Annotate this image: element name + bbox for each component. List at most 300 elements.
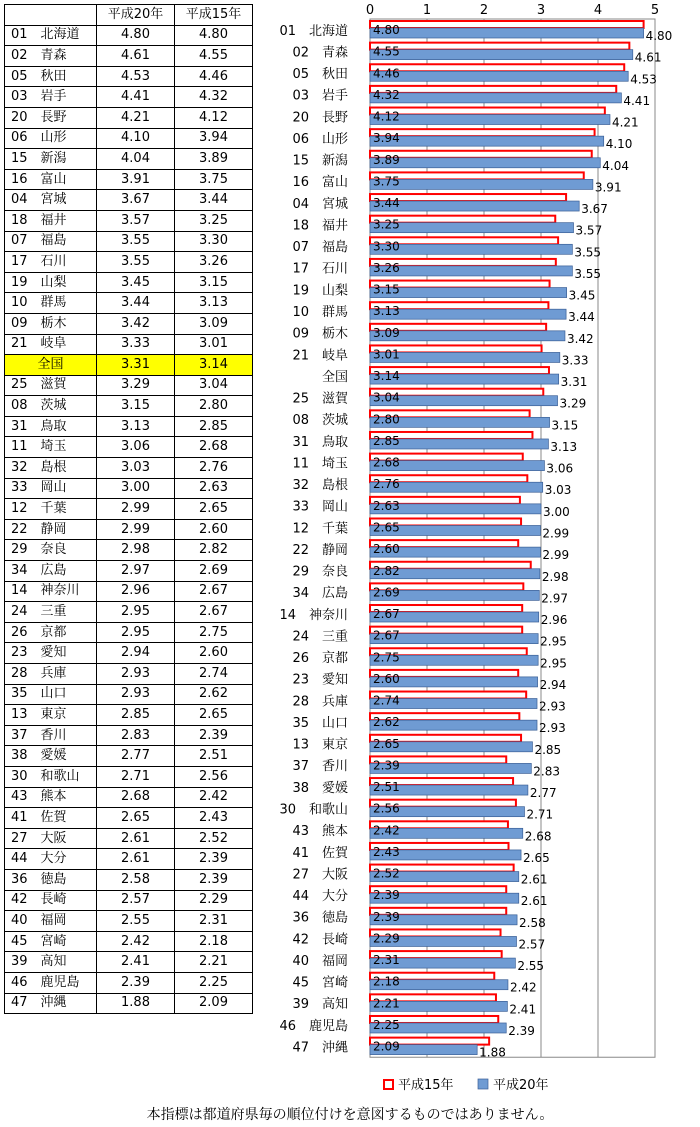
data-label-h20: 2.97 bbox=[541, 591, 569, 606]
data-label-h20: 3.45 bbox=[568, 288, 596, 303]
data-label-h15: 3.89 bbox=[373, 152, 400, 167]
table-cell-h15: 3.15 bbox=[175, 272, 253, 293]
data-label-h15: 3.01 bbox=[373, 347, 400, 362]
table-cell-prefecture: 17 石川 bbox=[5, 252, 97, 273]
category-label: 30 和歌山 bbox=[279, 802, 348, 818]
data-label-h20: 2.61 bbox=[520, 894, 548, 909]
table-cell-h20: 2.99 bbox=[97, 499, 175, 520]
table-cell-prefecture: 30 和歌山 bbox=[5, 766, 97, 787]
data-label-h15: 2.21 bbox=[373, 996, 400, 1011]
data-label-h15: 3.25 bbox=[373, 217, 400, 232]
table-cell-prefecture: 42 長崎 bbox=[5, 890, 97, 911]
data-label-h20: 2.95 bbox=[540, 634, 567, 649]
data-label-h15: 2.60 bbox=[373, 671, 400, 686]
category-label: 14 神奈川 bbox=[279, 607, 348, 623]
table-cell-h15: 3.75 bbox=[175, 169, 253, 190]
data-label-h15: 2.25 bbox=[373, 1017, 400, 1032]
data-label-h15: 2.39 bbox=[373, 909, 400, 924]
table-cell-h15: 2.62 bbox=[175, 684, 253, 705]
category-label: 21 岐阜 bbox=[292, 348, 348, 364]
table-cell-h15: 2.69 bbox=[175, 561, 253, 582]
table-cell-h15: 2.09 bbox=[175, 993, 253, 1014]
table-cell-prefecture: 04 宮城 bbox=[5, 190, 97, 211]
data-label-h15: 3.30 bbox=[373, 239, 400, 254]
table-cell-h15: 2.68 bbox=[175, 437, 253, 458]
bar-h20 bbox=[370, 93, 621, 103]
table-cell-prefecture: 32 島根 bbox=[5, 458, 97, 479]
table-cell-h20: 4.53 bbox=[97, 66, 175, 87]
table-cell-h20: 3.67 bbox=[97, 190, 175, 211]
table-cell-h20: 3.45 bbox=[97, 272, 175, 293]
data-label-h20: 4.53 bbox=[630, 72, 657, 87]
data-label-h15: 4.55 bbox=[373, 44, 400, 59]
category-label: 24 三重 bbox=[292, 629, 348, 645]
data-label-h20: 3.33 bbox=[561, 353, 589, 368]
data-label-h20: 3.57 bbox=[575, 223, 603, 238]
category-label: 03 岩手 bbox=[292, 88, 348, 104]
table-cell-h20: 3.29 bbox=[97, 375, 175, 396]
bar-h15 bbox=[370, 108, 605, 115]
bar-h15 bbox=[370, 64, 624, 71]
data-label-h20: 2.39 bbox=[508, 1023, 535, 1038]
data-label-h15: 3.14 bbox=[373, 369, 400, 384]
data-label-h20: 2.95 bbox=[540, 656, 567, 671]
category-label: 09 栃木 bbox=[292, 326, 348, 342]
bar-h20 bbox=[370, 50, 633, 60]
table-cell-h20: 4.21 bbox=[97, 107, 175, 128]
table-cell-h15: 3.14 bbox=[175, 355, 253, 376]
category-label: 38 愛媛 bbox=[292, 780, 348, 796]
table-cell-h15: 2.21 bbox=[175, 952, 253, 973]
table-cell-prefecture: 11 埼玉 bbox=[5, 437, 97, 458]
table-cell-h15: 3.44 bbox=[175, 190, 253, 211]
table-cell-h15: 2.25 bbox=[175, 972, 253, 993]
table-cell-h20: 3.57 bbox=[97, 210, 175, 231]
category-label: 37 香川 bbox=[292, 759, 348, 775]
data-label-h15: 2.63 bbox=[373, 498, 400, 513]
table-cell-h20: 2.65 bbox=[97, 808, 175, 829]
data-label-h20: 3.00 bbox=[543, 504, 570, 519]
category-label: 25 滋賀 bbox=[292, 391, 348, 407]
table-cell-h20: 4.10 bbox=[97, 128, 175, 149]
table-cell-h15: 2.76 bbox=[175, 458, 253, 479]
bar-h20 bbox=[370, 223, 573, 233]
bar-h20 bbox=[370, 136, 604, 146]
data-label-h20: 3.42 bbox=[566, 331, 594, 346]
table-cell-prefecture: 38 愛媛 bbox=[5, 746, 97, 767]
table-cell-h15: 2.85 bbox=[175, 416, 253, 437]
table-cell-h15: 3.25 bbox=[175, 210, 253, 231]
data-label-h20: 4.21 bbox=[611, 115, 639, 130]
data-label-h15: 2.60 bbox=[373, 542, 400, 557]
bar-h15 bbox=[370, 43, 629, 50]
table-cell-h15: 2.75 bbox=[175, 622, 253, 643]
table-cell-prefecture: 13 東京 bbox=[5, 705, 97, 726]
table-cell-prefecture: 43 熊本 bbox=[5, 787, 97, 808]
x-tick-label: 1 bbox=[422, 3, 432, 18]
data-label-h20: 2.68 bbox=[524, 829, 552, 844]
bar-h20 bbox=[370, 179, 593, 189]
table-cell-prefecture: 35 山口 bbox=[5, 684, 97, 705]
table-cell-prefecture: 46 鹿児島 bbox=[5, 972, 97, 993]
table-cell-h15: 3.01 bbox=[175, 334, 253, 355]
data-label-h15: 3.15 bbox=[373, 282, 400, 297]
category-label: 16 富山 bbox=[292, 175, 348, 191]
table-cell-prefecture: 29 奈良 bbox=[5, 540, 97, 561]
category-label: 40 福岡 bbox=[292, 953, 348, 969]
data-label-h20: 4.04 bbox=[602, 158, 629, 173]
data-label-h20: 2.93 bbox=[539, 699, 566, 714]
data-label-h20: 3.31 bbox=[560, 375, 588, 390]
table-cell-h20: 2.61 bbox=[97, 828, 175, 849]
table-cell-h15: 2.63 bbox=[175, 478, 253, 499]
table-cell-h20: 3.91 bbox=[97, 169, 175, 190]
legend-label-h15: 平成15年 bbox=[398, 1078, 454, 1093]
bar-h20 bbox=[370, 244, 572, 254]
table-cell-h20: 2.85 bbox=[97, 705, 175, 726]
table-cell-h15: 3.89 bbox=[175, 149, 253, 170]
table-cell-h20: 3.55 bbox=[97, 231, 175, 252]
data-label-h15: 2.68 bbox=[373, 455, 400, 470]
table-cell-h20: 2.95 bbox=[97, 602, 175, 623]
table-cell-prefecture: 16 富山 bbox=[5, 169, 97, 190]
x-tick-label: 3 bbox=[536, 3, 546, 18]
table-cell-h15: 3.30 bbox=[175, 231, 253, 252]
category-label: 22 静岡 bbox=[292, 542, 348, 558]
data-label-h15: 2.39 bbox=[373, 758, 400, 773]
x-tick-label: 2 bbox=[479, 3, 489, 18]
category-label: 19 山梨 bbox=[292, 283, 348, 299]
table-cell-h15: 4.80 bbox=[175, 25, 253, 46]
data-label-h15: 3.44 bbox=[373, 196, 400, 211]
data-label-h15: 2.56 bbox=[373, 801, 400, 816]
table-cell-prefecture: 21 岐阜 bbox=[5, 334, 97, 355]
category-label: 11 埼玉 bbox=[292, 456, 348, 472]
table-cell-h20: 2.93 bbox=[97, 664, 175, 685]
table-cell-prefecture: 10 群馬 bbox=[5, 293, 97, 314]
data-label-h20: 2.55 bbox=[517, 959, 545, 974]
table-cell-prefecture: 03 岩手 bbox=[5, 87, 97, 108]
table-cell-h20: 4.04 bbox=[97, 149, 175, 170]
table-cell-prefecture: 39 高知 bbox=[5, 952, 97, 973]
data-label-h20: 2.99 bbox=[542, 548, 570, 563]
table-cell-h15: 3.13 bbox=[175, 293, 253, 314]
category-label: 全国 bbox=[321, 369, 348, 385]
bar-h20 bbox=[370, 28, 644, 38]
table-cell-prefecture: 18 福井 bbox=[5, 210, 97, 231]
data-label-h15: 2.39 bbox=[373, 888, 400, 903]
table-header-h20: 平成20年 bbox=[97, 5, 175, 26]
table-cell-h20: 2.94 bbox=[97, 643, 175, 664]
data-label-h20: 3.06 bbox=[546, 461, 574, 476]
table-cell-h15: 2.31 bbox=[175, 911, 253, 932]
category-label: 04 宮城 bbox=[292, 196, 348, 212]
table-cell-prefecture: 06 山形 bbox=[5, 128, 97, 149]
category-label: 43 熊本 bbox=[292, 824, 348, 840]
data-label-h20: 2.77 bbox=[529, 786, 557, 801]
table-cell-h20: 3.44 bbox=[97, 293, 175, 314]
table-cell-h20: 2.39 bbox=[97, 972, 175, 993]
table-cell-prefecture: 40 福岡 bbox=[5, 911, 97, 932]
data-label-h20: 3.13 bbox=[550, 439, 578, 454]
data-label-h15: 2.52 bbox=[373, 866, 400, 881]
data-label-h15: 2.65 bbox=[373, 736, 400, 751]
category-label: 05 秋田 bbox=[292, 67, 348, 83]
data-label-h20: 2.65 bbox=[523, 850, 550, 865]
table-cell-h15: 2.29 bbox=[175, 890, 253, 911]
data-label-h15: 2.43 bbox=[373, 844, 400, 859]
table-cell-h20: 2.71 bbox=[97, 766, 175, 787]
data-label-h15: 2.42 bbox=[373, 823, 400, 838]
table-cell-h20: 2.61 bbox=[97, 849, 175, 870]
table-cell-h20: 1.88 bbox=[97, 993, 175, 1014]
category-label: 34 広島 bbox=[292, 586, 348, 602]
data-label-h15: 2.67 bbox=[373, 607, 400, 622]
category-label: 20 長野 bbox=[292, 110, 348, 126]
bar-h20 bbox=[370, 201, 579, 211]
data-label-h15: 2.69 bbox=[373, 585, 400, 600]
data-label-h20: 3.67 bbox=[581, 202, 608, 217]
category-label: 02 青森 bbox=[292, 45, 348, 61]
data-label-h20: 3.44 bbox=[568, 310, 595, 325]
table-cell-prefecture: 28 兵庫 bbox=[5, 664, 97, 685]
category-label: 47 沖縄 bbox=[292, 1040, 348, 1056]
table-cell-prefecture: 36 徳島 bbox=[5, 869, 97, 890]
table-cell-h15: 2.52 bbox=[175, 828, 253, 849]
table-cell-h20: 3.31 bbox=[97, 355, 175, 376]
table-cell-prefecture: 19 山梨 bbox=[5, 272, 97, 293]
data-label-h20: 2.96 bbox=[540, 613, 568, 628]
table-cell-h20: 2.98 bbox=[97, 540, 175, 561]
table-cell-h15: 2.65 bbox=[175, 499, 253, 520]
data-label-h15: 4.12 bbox=[373, 109, 400, 124]
category-label: 12 千葉 bbox=[292, 521, 348, 537]
table-cell-prefecture: 24 三重 bbox=[5, 602, 97, 623]
table-cell-h15: 2.82 bbox=[175, 540, 253, 561]
data-label-h15: 3.13 bbox=[373, 304, 400, 319]
bar-h20 bbox=[370, 266, 572, 276]
x-tick-label: 4 bbox=[593, 3, 603, 18]
table-cell-prefecture: 25 滋賀 bbox=[5, 375, 97, 396]
table-cell-prefecture: 05 秋田 bbox=[5, 66, 97, 87]
table-cell-prefecture: 45 宮崎 bbox=[5, 931, 97, 952]
category-label: 13 東京 bbox=[292, 737, 348, 753]
table-cell-h15: 2.43 bbox=[175, 808, 253, 829]
table-cell-prefecture: 14 神奈川 bbox=[5, 581, 97, 602]
table-cell-h15: 2.80 bbox=[175, 396, 253, 417]
table-cell-h20: 2.55 bbox=[97, 911, 175, 932]
data-label-h20: 1.88 bbox=[479, 1045, 506, 1060]
table-cell-h15: 2.39 bbox=[175, 849, 253, 870]
table-cell-prefecture: 26 京都 bbox=[5, 622, 97, 643]
table-cell-prefecture: 20 長野 bbox=[5, 107, 97, 128]
data-label-h15: 2.85 bbox=[373, 433, 400, 448]
table-cell-h20: 2.97 bbox=[97, 561, 175, 582]
data-label-h15: 3.94 bbox=[373, 131, 400, 146]
bar-h15 bbox=[370, 21, 644, 28]
table-cell-h15: 4.32 bbox=[175, 87, 253, 108]
bar-h15 bbox=[370, 172, 584, 179]
category-label: 46 鹿児島 bbox=[279, 1018, 348, 1034]
category-label: 17 石川 bbox=[292, 261, 348, 277]
category-label: 26 京都 bbox=[292, 651, 348, 667]
table-cell-h20: 2.95 bbox=[97, 622, 175, 643]
table-cell-h20: 3.55 bbox=[97, 252, 175, 273]
table-cell-h15: 2.65 bbox=[175, 705, 253, 726]
data-label-h20: 2.94 bbox=[539, 677, 567, 692]
table-cell-h15: 2.39 bbox=[175, 869, 253, 890]
legend-label-h20: 平成20年 bbox=[493, 1078, 549, 1093]
table-cell-h20: 2.93 bbox=[97, 684, 175, 705]
table-cell-prefecture: 31 鳥取 bbox=[5, 416, 97, 437]
data-label-h20: 3.03 bbox=[544, 483, 572, 498]
table-cell-h20: 4.61 bbox=[97, 46, 175, 67]
table-cell-h15: 2.51 bbox=[175, 746, 253, 767]
data-label-h15: 2.31 bbox=[373, 953, 400, 968]
table-cell-prefecture: 27 大阪 bbox=[5, 828, 97, 849]
table-cell-h20: 3.15 bbox=[97, 396, 175, 417]
table-cell-prefecture: 44 大分 bbox=[5, 849, 97, 870]
category-label: 28 兵庫 bbox=[292, 694, 348, 710]
data-label-h15: 2.80 bbox=[373, 412, 400, 427]
table-cell-h15: 2.18 bbox=[175, 931, 253, 952]
table-cell-h20: 2.42 bbox=[97, 931, 175, 952]
category-label: 27 大阪 bbox=[292, 867, 348, 883]
data-label-h15: 2.74 bbox=[373, 693, 400, 708]
data-label-h15: 4.32 bbox=[373, 87, 400, 102]
legend-swatch-h20 bbox=[478, 1079, 488, 1089]
data-label-h15: 2.75 bbox=[373, 650, 400, 665]
table-cell-prefecture: 41 佐賀 bbox=[5, 808, 97, 829]
table-cell-prefecture: 07 福島 bbox=[5, 231, 97, 252]
table-cell-h20: 2.41 bbox=[97, 952, 175, 973]
category-label: 07 福島 bbox=[292, 240, 348, 256]
data-label-h20: 2.42 bbox=[509, 980, 537, 995]
data-label-h20: 2.61 bbox=[520, 872, 548, 887]
data-label-h20: 4.10 bbox=[605, 137, 633, 152]
table-cell-h15: 4.46 bbox=[175, 66, 253, 87]
category-label: 32 島根 bbox=[292, 478, 348, 494]
table-cell-h15: 2.67 bbox=[175, 602, 253, 623]
category-label: 33 岡山 bbox=[292, 499, 348, 515]
category-label: 36 徳島 bbox=[292, 910, 348, 926]
table-cell-prefecture: 23 愛知 bbox=[5, 643, 97, 664]
data-label-h20: 2.85 bbox=[534, 742, 562, 757]
table-cell-h15: 2.74 bbox=[175, 664, 253, 685]
table-cell-h15: 2.42 bbox=[175, 787, 253, 808]
table-cell-h20: 2.83 bbox=[97, 725, 175, 746]
data-label-h15: 3.26 bbox=[373, 260, 400, 275]
table-cell-prefecture: 12 千葉 bbox=[5, 499, 97, 520]
category-label: 29 奈良 bbox=[292, 564, 348, 580]
data-label-h20: 2.93 bbox=[539, 721, 566, 736]
category-label: 44 大分 bbox=[292, 889, 348, 905]
data-label-h20: 2.83 bbox=[533, 764, 561, 779]
data-label-h15: 2.09 bbox=[373, 1039, 400, 1054]
category-label: 08 茨城 bbox=[292, 413, 348, 429]
table-cell-h20: 3.42 bbox=[97, 313, 175, 334]
bar-h15 bbox=[370, 86, 616, 93]
data-label-h15: 4.80 bbox=[373, 23, 400, 37]
category-label: 41 佐賀 bbox=[292, 845, 348, 861]
x-tick-label: 0 bbox=[365, 3, 375, 18]
bar-h20 bbox=[370, 158, 600, 168]
table-header-h15: 平成15年 bbox=[175, 5, 253, 26]
data-label-h15: 2.51 bbox=[373, 780, 400, 795]
category-label: 39 高知 bbox=[292, 997, 348, 1013]
category-label: 35 山口 bbox=[292, 715, 348, 731]
data-label-h20: 3.55 bbox=[574, 266, 602, 281]
data-label-h15: 2.76 bbox=[373, 477, 400, 492]
table-cell-prefecture: 01 北海道 bbox=[5, 25, 97, 46]
table-cell-prefecture: 47 沖縄 bbox=[5, 993, 97, 1014]
bar-h20 bbox=[370, 71, 628, 81]
data-label-h20: 4.61 bbox=[634, 50, 662, 65]
data-label-h15: 4.46 bbox=[373, 66, 400, 81]
table-cell-h20: 3.03 bbox=[97, 458, 175, 479]
table-cell-h15: 2.60 bbox=[175, 643, 253, 664]
data-label-h20: 2.71 bbox=[526, 807, 554, 822]
table-cell-h20: 3.06 bbox=[97, 437, 175, 458]
disclaimer-note: 本指標は都道府県毎の順位付けを意図するものではありません。 bbox=[146, 1107, 554, 1123]
data-label-h20: 2.58 bbox=[519, 915, 546, 930]
table-cell-h20: 2.99 bbox=[97, 519, 175, 540]
table-cell-h20: 4.41 bbox=[97, 87, 175, 108]
bar-h20 bbox=[370, 115, 610, 125]
table-cell-prefecture: 22 静岡 bbox=[5, 519, 97, 540]
table-cell-h15: 2.67 bbox=[175, 581, 253, 602]
data-label-h20: 2.41 bbox=[509, 1002, 537, 1017]
table-cell-prefecture: 15 新潟 bbox=[5, 149, 97, 170]
table-cell-prefecture: 37 香川 bbox=[5, 725, 97, 746]
category-label: 31 鳥取 bbox=[292, 434, 348, 450]
data-label-h15: 3.04 bbox=[373, 390, 400, 405]
data-label-h15: 3.09 bbox=[373, 325, 400, 340]
table-cell-h20: 2.58 bbox=[97, 869, 175, 890]
table-cell-h15: 3.09 bbox=[175, 313, 253, 334]
table-cell-h20: 3.00 bbox=[97, 478, 175, 499]
data-label-h15: 3.75 bbox=[373, 174, 400, 189]
data-label-h20: 4.80 bbox=[645, 29, 673, 43]
table-cell-prefecture: 08 茨城 bbox=[5, 396, 97, 417]
data-label-h15: 2.82 bbox=[373, 563, 400, 578]
category-label: 18 福井 bbox=[292, 218, 348, 234]
table-cell-h20: 2.57 bbox=[97, 890, 175, 911]
table-cell-h15: 3.26 bbox=[175, 252, 253, 273]
table-cell-h20: 4.80 bbox=[97, 25, 175, 46]
data-label-h20: 3.55 bbox=[574, 245, 602, 260]
table-cell-h15: 3.94 bbox=[175, 128, 253, 149]
table-cell-h15: 2.39 bbox=[175, 725, 253, 746]
data-label-h20: 4.41 bbox=[623, 93, 651, 108]
table-cell-prefecture: 33 岡山 bbox=[5, 478, 97, 499]
data-label-h20: 3.29 bbox=[559, 396, 587, 411]
table-cell-h15: 2.56 bbox=[175, 766, 253, 787]
table-cell-h15: 4.55 bbox=[175, 46, 253, 67]
table-cell-prefecture: 34 広島 bbox=[5, 561, 97, 582]
category-label: 06 山形 bbox=[292, 131, 348, 147]
table-cell-h20: 2.68 bbox=[97, 787, 175, 808]
bar-h15 bbox=[370, 129, 595, 136]
category-label: 45 宮崎 bbox=[292, 975, 348, 991]
category-label: 01 北海道 bbox=[279, 23, 348, 39]
category-label: 15 新潟 bbox=[292, 153, 348, 169]
table-cell-h20: 2.96 bbox=[97, 581, 175, 602]
x-tick-label: 5 bbox=[650, 3, 660, 18]
data-label-h15: 2.62 bbox=[373, 715, 400, 730]
table-cell-h20: 2.77 bbox=[97, 746, 175, 767]
table-cell-prefecture: 02 青森 bbox=[5, 46, 97, 67]
